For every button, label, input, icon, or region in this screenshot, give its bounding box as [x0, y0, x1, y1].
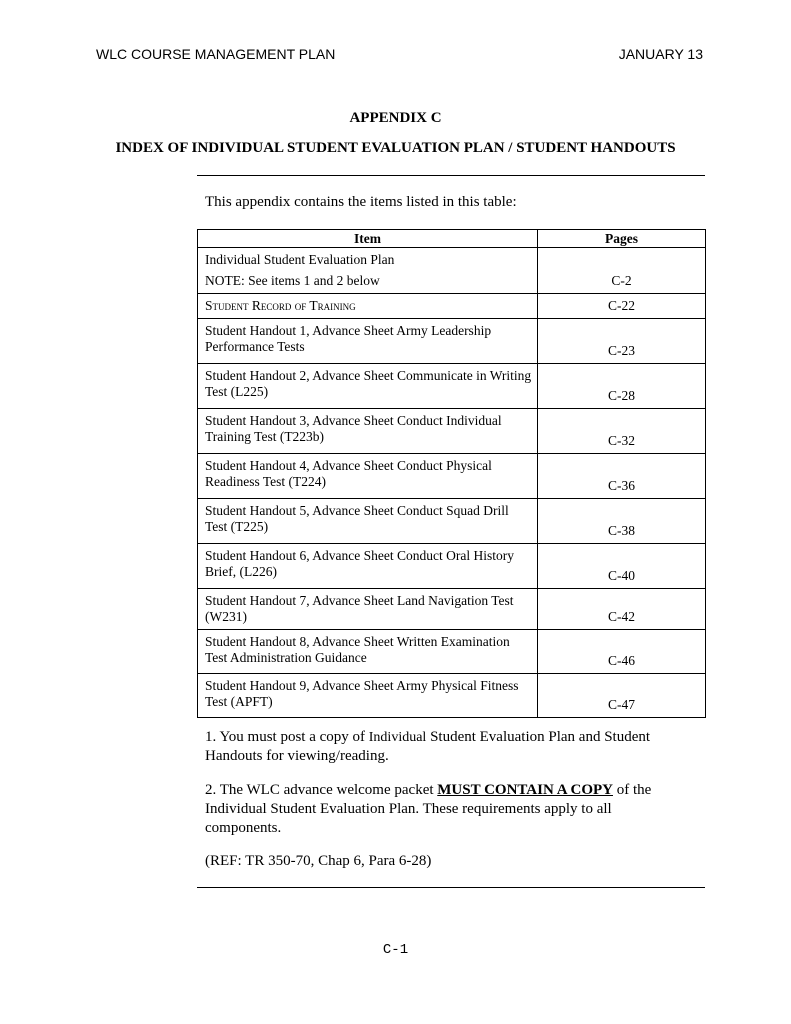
table-row: [198, 454, 706, 499]
table-row: [198, 294, 706, 319]
para2-prefix: 2. The WLC advance welcome packet: [205, 782, 438, 798]
pages-cell: C-32: [538, 409, 706, 454]
table-header-row: [198, 230, 706, 248]
table-row: [198, 674, 706, 718]
table-row: [198, 544, 706, 589]
pages-cell: C-47: [538, 674, 706, 718]
para2-emphasis: MUST CONTAIN A COPY: [437, 782, 613, 798]
pages-cell: C-22: [538, 294, 706, 319]
bottom-rule: [197, 887, 705, 888]
item-note: NOTE: See items 1 and 2 below: [205, 273, 380, 288]
reference-note: (REF: TR 350-70, Chap 6, Para 6-28): [205, 853, 432, 869]
instruction-paragraph-1: [205, 728, 685, 766]
header-date: JANUARY 13: [618, 46, 703, 62]
item-cell: Student Handout 1, Advance Sheet Army Leadership Performance Tests: [198, 319, 538, 364]
page-header: [96, 46, 703, 62]
header-left-title: WLC COURSE MANAGEMENT PLAN: [96, 46, 336, 62]
appendix-title: APPENDIX C: [349, 110, 442, 126]
para2-suffix: of the Individual Student Evaluation Plan. These requirements apply to all components.: [205, 782, 652, 836]
item-cell: Student Handout 2, Advance Sheet Communicate in Writing Test (L225): [198, 364, 538, 409]
item-cell: Student Handout 8, Advance Sheet Written Examination Test Administration Guidance: [198, 630, 538, 674]
para1-inline: Individual: [368, 730, 427, 745]
pages-cell: C-42: [538, 589, 706, 630]
table-row: [198, 499, 706, 544]
para1-suffix: Student Evaluation Plan and Student Handouts for viewing/reading.: [205, 729, 651, 764]
instruction-paragraph-2: [205, 781, 685, 838]
item-column-header: Item: [198, 230, 538, 248]
item-cell: Student Record of Training: [198, 294, 538, 319]
pages-column-header: Pages: [538, 230, 706, 248]
pages-cell: C-40: [538, 544, 706, 589]
table-row: [198, 319, 706, 364]
item-cell: Student Handout 9, Advance Sheet Army Physical Fitness Test (APFT): [198, 674, 538, 718]
item-cell: Student Handout 4, Advance Sheet Conduct Physical Readiness Test (T224): [198, 454, 538, 499]
page-number: C-1: [382, 942, 409, 958]
pages-cell: C-23: [538, 319, 706, 364]
table-row: [198, 248, 706, 294]
pages-cell: C-38: [538, 499, 706, 544]
item-cell: Student Handout 3, Advance Sheet Conduct Individual Training Test (T223b): [198, 409, 538, 454]
pages-cell: C-28: [538, 364, 706, 409]
index-table: [197, 229, 706, 718]
table-row: [198, 364, 706, 409]
item-cell: Student Handout 5, Advance Sheet Conduct Squad Drill Test (T225): [198, 499, 538, 544]
item-cell: [198, 248, 538, 294]
table-row: [198, 589, 706, 630]
item-cell: Student Handout 7, Advance Sheet Land Navigation Test (W231): [198, 589, 538, 630]
pages-cell: C-2: [538, 248, 706, 294]
table-row: [198, 409, 706, 454]
index-title: INDEX OF INDIVIDUAL STUDENT EVALUATION PLAN / STUDENT HANDOUTS: [115, 140, 676, 156]
item-cell: Student Handout 6, Advance Sheet Conduct Oral History Brief, (L226): [198, 544, 538, 589]
table-row: [198, 630, 706, 674]
para1-prefix: 1. You must post a copy of: [205, 729, 369, 745]
item-text: Individual Student Evaluation Plan: [205, 252, 395, 267]
pages-cell: C-46: [538, 630, 706, 674]
pages-cell: C-36: [538, 454, 706, 499]
top-rule: [197, 175, 705, 176]
intro-text: This appendix contains the items listed in this table:: [205, 194, 517, 210]
